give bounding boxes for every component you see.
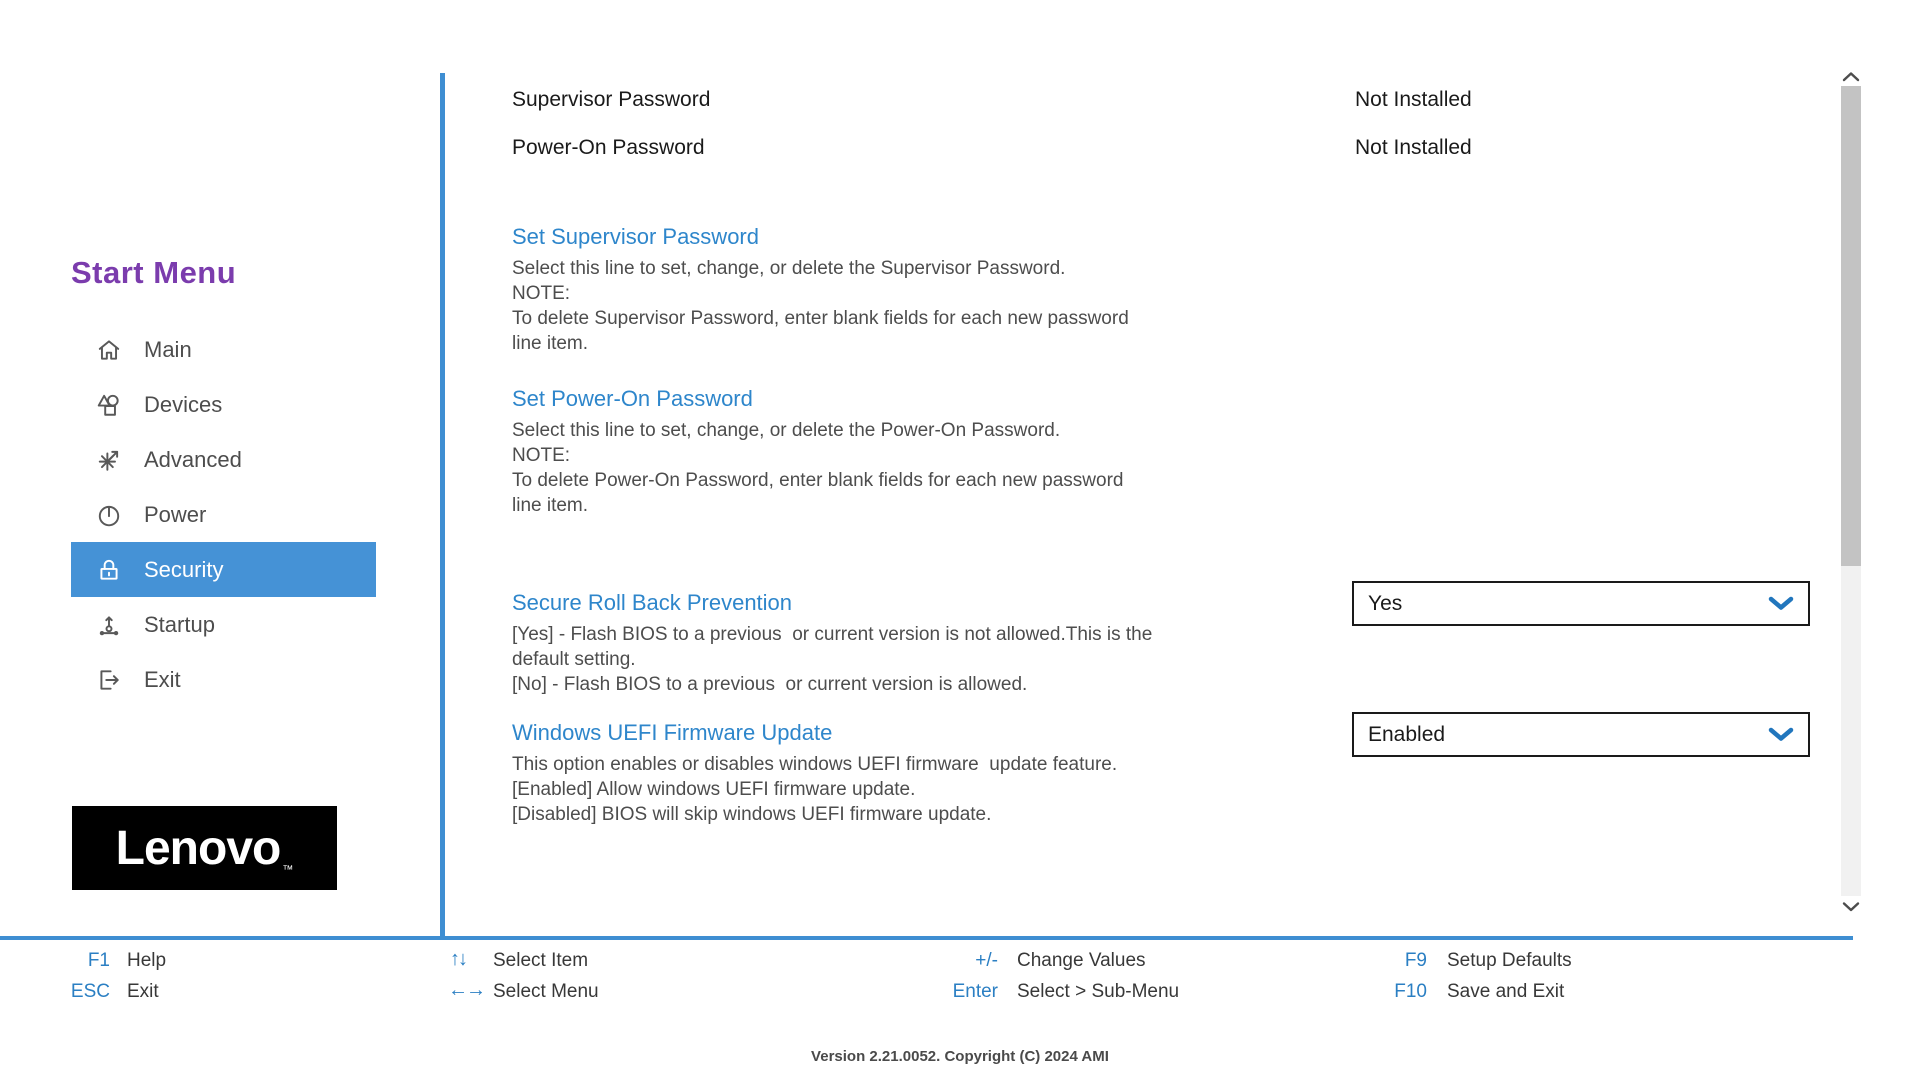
scroll-down-icon[interactable] bbox=[1840, 898, 1862, 914]
hint-help: Help bbox=[127, 950, 167, 971]
power-icon bbox=[95, 501, 122, 528]
up-down-arrows-icon: ↑↓ bbox=[450, 948, 466, 970]
lenovo-logo bbox=[72, 806, 337, 890]
description-line: NOTE: bbox=[512, 445, 571, 466]
key-esc: ESC bbox=[70, 981, 110, 1002]
sidebar-item-label: Startup bbox=[144, 611, 215, 637]
sidebar-item-main[interactable] bbox=[71, 322, 376, 377]
sidebar-item-label: Main bbox=[144, 336, 192, 362]
sidebar-item-label: Security bbox=[144, 556, 224, 582]
secure-roll-back-prevention-description bbox=[512, 622, 1152, 697]
lock-icon bbox=[95, 556, 122, 583]
secure-roll-back-prevention-value: Yes bbox=[1368, 591, 1403, 615]
scrollbar-thumb[interactable] bbox=[1841, 86, 1861, 566]
secure-roll-back-prevention-link[interactable]: Secure Roll Back Prevention bbox=[512, 590, 793, 615]
sidebar-item-label: Devices bbox=[144, 391, 223, 417]
description-line: NOTE: bbox=[512, 283, 571, 304]
sidebar-item-label: Power bbox=[144, 501, 207, 527]
sidebar-item-label: Advanced bbox=[144, 446, 242, 472]
key-plus-minus: +/- bbox=[975, 950, 998, 971]
sidebar-menu bbox=[71, 322, 376, 707]
windows-uefi-firmware-update-select[interactable] bbox=[1352, 712, 1810, 757]
start-menu-title: Start Menu bbox=[71, 255, 237, 290]
key-f1: F1 bbox=[87, 950, 110, 971]
power-on-password-label: Power-On Password bbox=[512, 136, 705, 159]
home-icon bbox=[95, 336, 122, 363]
description-line: Select this line to set, change, or delete the Supervisor Password. bbox=[512, 258, 1066, 279]
key-f10: F10 bbox=[1394, 981, 1427, 1002]
sidebar-item-advanced[interactable] bbox=[71, 432, 376, 487]
left-right-arrows-icon: ←→ bbox=[448, 979, 484, 1001]
devices-icon bbox=[95, 391, 122, 418]
hint-select-submenu: Select > Sub-Menu bbox=[1017, 981, 1180, 1002]
description-line: To delete Supervisor Password, enter blank fields for each new password bbox=[512, 308, 1129, 329]
key-enter: Enter bbox=[952, 981, 998, 1002]
description-line: [Yes] - Flash BIOS to a previous or current version is not allowed.This is the bbox=[512, 624, 1153, 645]
sidebar-item-label: Exit bbox=[144, 666, 181, 692]
description-line: default setting. bbox=[512, 649, 636, 670]
chevron-down-icon bbox=[1768, 727, 1794, 742]
scroll-up-icon[interactable] bbox=[1840, 68, 1862, 84]
sidebar-item-power[interactable] bbox=[71, 487, 376, 542]
description-line: To delete Power-On Password, enter blank fields for each new password bbox=[512, 470, 1124, 491]
set-power-on-password-link[interactable]: Set Power-On Password bbox=[512, 386, 753, 411]
set-power-on-password-description bbox=[512, 418, 1123, 518]
supervisor-password-value: Not Installed bbox=[1355, 88, 1472, 111]
description-line: This option enables or disables windows UEFI firmware update feature. bbox=[512, 754, 1118, 775]
version-text: Version 2.21.0052. Copyright (C) 2024 AMI bbox=[811, 1048, 1109, 1065]
hint-change-values: Change Values bbox=[1017, 950, 1146, 971]
hint-select-menu: Select Menu bbox=[493, 981, 599, 1002]
sidebar-item-devices[interactable] bbox=[71, 377, 376, 432]
key-f9: F9 bbox=[1404, 950, 1427, 971]
chevron-down-icon bbox=[1768, 596, 1794, 611]
set-supervisor-password-description bbox=[512, 256, 1129, 356]
advanced-icon bbox=[95, 446, 122, 473]
panel-divider bbox=[440, 73, 445, 936]
windows-uefi-firmware-update-link[interactable]: Windows UEFI Firmware Update bbox=[512, 720, 833, 745]
supervisor-password-label: Supervisor Password bbox=[512, 88, 711, 111]
hint-exit: Exit bbox=[127, 981, 159, 1002]
lenovo-logo-tm: ™ bbox=[282, 864, 294, 876]
description-line: line item. bbox=[512, 495, 589, 516]
description-line: line item. bbox=[512, 333, 589, 354]
description-line: Select this line to set, change, or delete the Power-On Password. bbox=[512, 420, 1061, 441]
hint-setup-defaults: Setup Defaults bbox=[1447, 950, 1572, 971]
scrollbar-track[interactable] bbox=[1841, 566, 1861, 896]
description-line: [No] - Flash BIOS to a previous or current version is allowed. bbox=[512, 674, 1028, 695]
windows-uefi-firmware-update-description bbox=[512, 752, 1117, 827]
power-on-password-value: Not Installed bbox=[1355, 136, 1472, 159]
startup-icon bbox=[95, 611, 122, 638]
hint-save-and-exit: Save and Exit bbox=[1447, 981, 1565, 1002]
secure-roll-back-prevention-select[interactable] bbox=[1352, 581, 1810, 626]
footer-divider bbox=[0, 936, 1853, 940]
sidebar-item-exit[interactable] bbox=[71, 652, 376, 707]
description-line: [Disabled] BIOS will skip windows UEFI firmware update. bbox=[512, 804, 992, 825]
sidebar-item-security[interactable] bbox=[71, 542, 376, 597]
lenovo-logo-text: Lenovo bbox=[115, 821, 281, 875]
windows-uefi-firmware-update-value: Enabled bbox=[1368, 722, 1446, 746]
exit-icon bbox=[95, 666, 122, 693]
sidebar-item-startup[interactable] bbox=[71, 597, 376, 652]
hint-select-item: Select Item bbox=[493, 950, 589, 971]
set-supervisor-password-link[interactable]: Set Supervisor Password bbox=[512, 224, 759, 249]
description-line: [Enabled] Allow windows UEFI firmware update. bbox=[512, 779, 916, 800]
